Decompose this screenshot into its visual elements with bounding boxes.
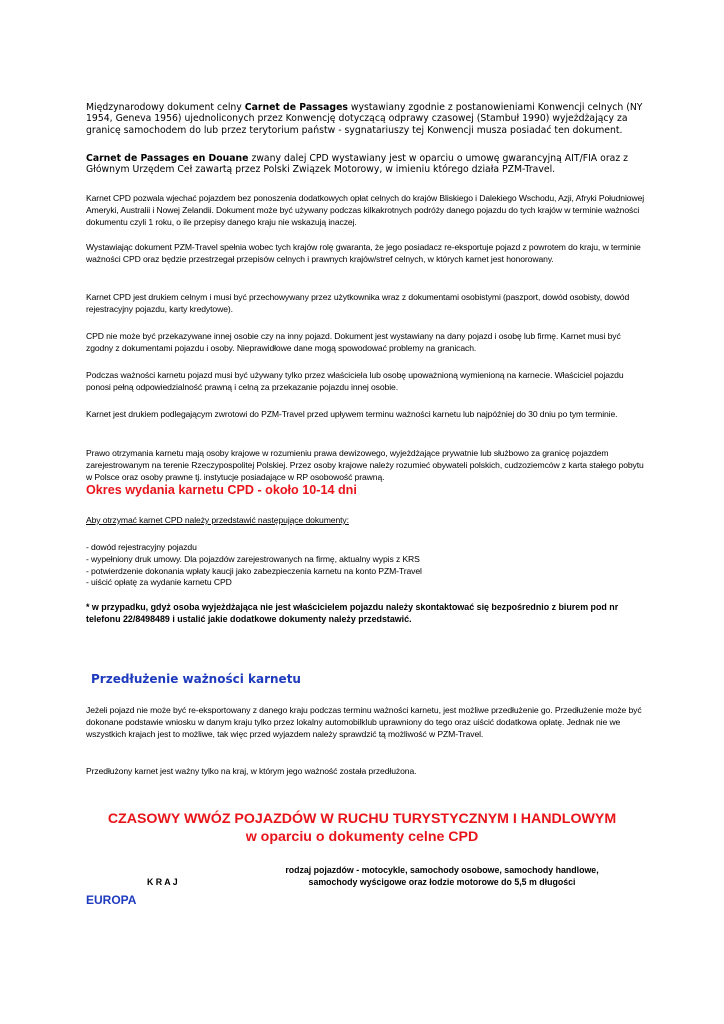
temporary-import-title: CZASOWY WWÓZ POJAZDÓW W RUCHU TURYSTYCZNYM I HANDLOWYM <box>107 811 617 827</box>
temporary-import-subtitle: w oparciu o dokumenty celne CPD <box>245 829 479 845</box>
paragraph-non-transferable: CPD nie może być przekazywane innej osobie czy na inny pojazd. Dokument jest wystawiany na dany pojazd i osobę lub firmę. Karnet musi być zgodny z dokumentami pojazdu i osoby. Nieprawidłowe dane mogą spowodować problemy na granicach. <box>86 331 621 353</box>
paragraph-eligibility: Prawo otrzymania karnetu mają osoby krajowe w rozumieniu prawa dewizowego, wyjeżdżające prywatnie lub służbowo za granicę pojazdem zarejestrowanym na terenie Rzeczypospolitej Polskiej. Przez osoby krajowe należy rozumieć obywateli polskich, cudzoziemców z karta stałego pobytu w Polsce oraz osoby prawne tj. instytucje posiadające w RP osobowość prawną. <box>86 448 644 482</box>
list-item: - potwierdzenie dokonania wpłaty kaucji jako zabezpieczenia karnetu na konto PZM-Travel <box>86 565 422 576</box>
cpd-definition-text: zwany dalej CPD wystawiany jest w oparciu o umowę gwarancyjną AIT/FIA oraz z Głównym Urzędem Ceł zawartą przez Polski Związek Motorowy, w imieniu którego działa PZM-Travel. <box>86 153 629 176</box>
intro-text-rest: wystawiany zgodnie z postanowieniami Konwencji celnych (NY 1954, Geneva 1956) ujednoliconych przez Konwencję dotyczącą odprawy czasowej (Stambuł 1990) wyjeżdżający za granicę samochodem do lub przez terytorium państw - sygnatariuszy tej Konwencji musza posiadać ten dokument. <box>86 102 643 136</box>
paragraph-owner-usage: Podczas ważności karnetu pojazd musi być używany tylko przez właściciela lub osobę upoważnioną wymienioną na karnecie. Właściciel pojazdu ponosi pełną odpowiedzialność prawną i celną za przekazanie pojazdu innej osobie. <box>86 370 624 392</box>
list-item: - uiścić opłatę za wydanie karnetu CPD <box>86 577 232 588</box>
contact-note: * w przypadku, gdyż osoba wyjeżdżająca nie jest właścicielem pojazdu należy skontaktować się bezpośrednio z biurem pod nr telefonu 22/8498489 i ustalić jakie dodatkowe dokumenty należy przedstawić. <box>86 602 619 624</box>
paragraph-return: Karnet jest drukiem podlegającym zwrotowi do PZM-Travel przed upływem terminu ważności karnetu lub najpóźniej do 30 dniu po tym terminie. <box>86 409 618 419</box>
vehicle-types-line-2: samochody wyścigowe oraz łodzie motorowe do 5,5 m długości <box>308 877 576 887</box>
paragraph-customs-document: Karnet CPD jest drukiem celnym i musi być przechowywany przez użytkownika wraz z dokumentami osobistymi (paszport, dowód osobisty, dowód rejestracyjny pojazdu, karty kredytowe). <box>86 292 630 314</box>
vehicle-types-line-1: rodzaj pojazdów - motocykle, samochody osobowe, samochody handlowe, <box>285 865 599 875</box>
paragraph-guarantor: Wystawiając dokument PZM-Travel spełnia wobec tych krajów rolę gwaranta, że jego posiadacz re-eksportuje pojazd z powrotem do kraju, w terminie ważności CPD oraz będzie przestrzegał przepisów celnych i prawnych krajów/stref celnych, w których karnet jest honorowany. <box>86 242 641 264</box>
extension-heading: Przedłużenie ważności karnetu <box>91 672 301 686</box>
intro-text: Międzynarodowy dokument celny <box>86 102 245 113</box>
intro-paragraph <box>86 102 646 136</box>
list-item: - wypełniony druk umowy. Dla pojazdów zarejestrowanych na firmę, aktualny wypis z KRS <box>86 553 420 564</box>
cpd-term: Carnet de Passages en Douane <box>86 153 249 164</box>
paragraph-extension-validity: Przedłużony karnet jest ważny tylko na kraj, w którym jego ważność została przedłużona. <box>86 766 417 776</box>
carnet-term: Carnet de Passages <box>244 102 348 113</box>
region-europa: EUROPA <box>86 893 137 907</box>
paragraph-karnet-usage: Karnet CPD pozwala wjechać pojazdem bez ponoszenia dodatkowych opłat celnych do krajów Bliskiego i Dalekiego Wschodu, Azji, Afryki Południowej Ameryki, Australii i Nowej Zelandii. Dokument może być używany podczas kilkakrotnych podróży danego pojazdu do tych krajów w terminie ważności dokumentu czyli 1 roku, o ile przepisy danego kraju nie wskazują inaczej. <box>86 193 645 227</box>
documents-list <box>86 542 646 589</box>
table-header-country: K R A J <box>147 877 178 887</box>
list-item: - dowód rejestracyjny pojazdu <box>86 542 197 552</box>
cpd-definition-paragraph <box>86 153 646 176</box>
issue-time-heading: Okres wydania karnetu CPD - około 10-14 dni <box>86 483 357 497</box>
paragraph-extension: Jeżeli pojazd nie może być re-eksportowany z danego kraju podczas terminu ważności karnetu, jest możliwe przedłużenie go. Przedłużenie może być dokonane podstawie wniosku w danym kraju tylko przez lokalny automobilklub uprawniony do tego oraz uiścić dodatkowa opłatę. Jednak nie we wszystkich krajach jest to możliwe, tak więc przed wyjazdem należy sprawdzić tą możliwość w PZM-Travel. <box>86 705 642 739</box>
documents-intro: Aby otrzymać karnet CPD należy przedstawić następujące dokumenty: <box>86 515 349 525</box>
table-header-vehicle-types <box>262 864 622 888</box>
